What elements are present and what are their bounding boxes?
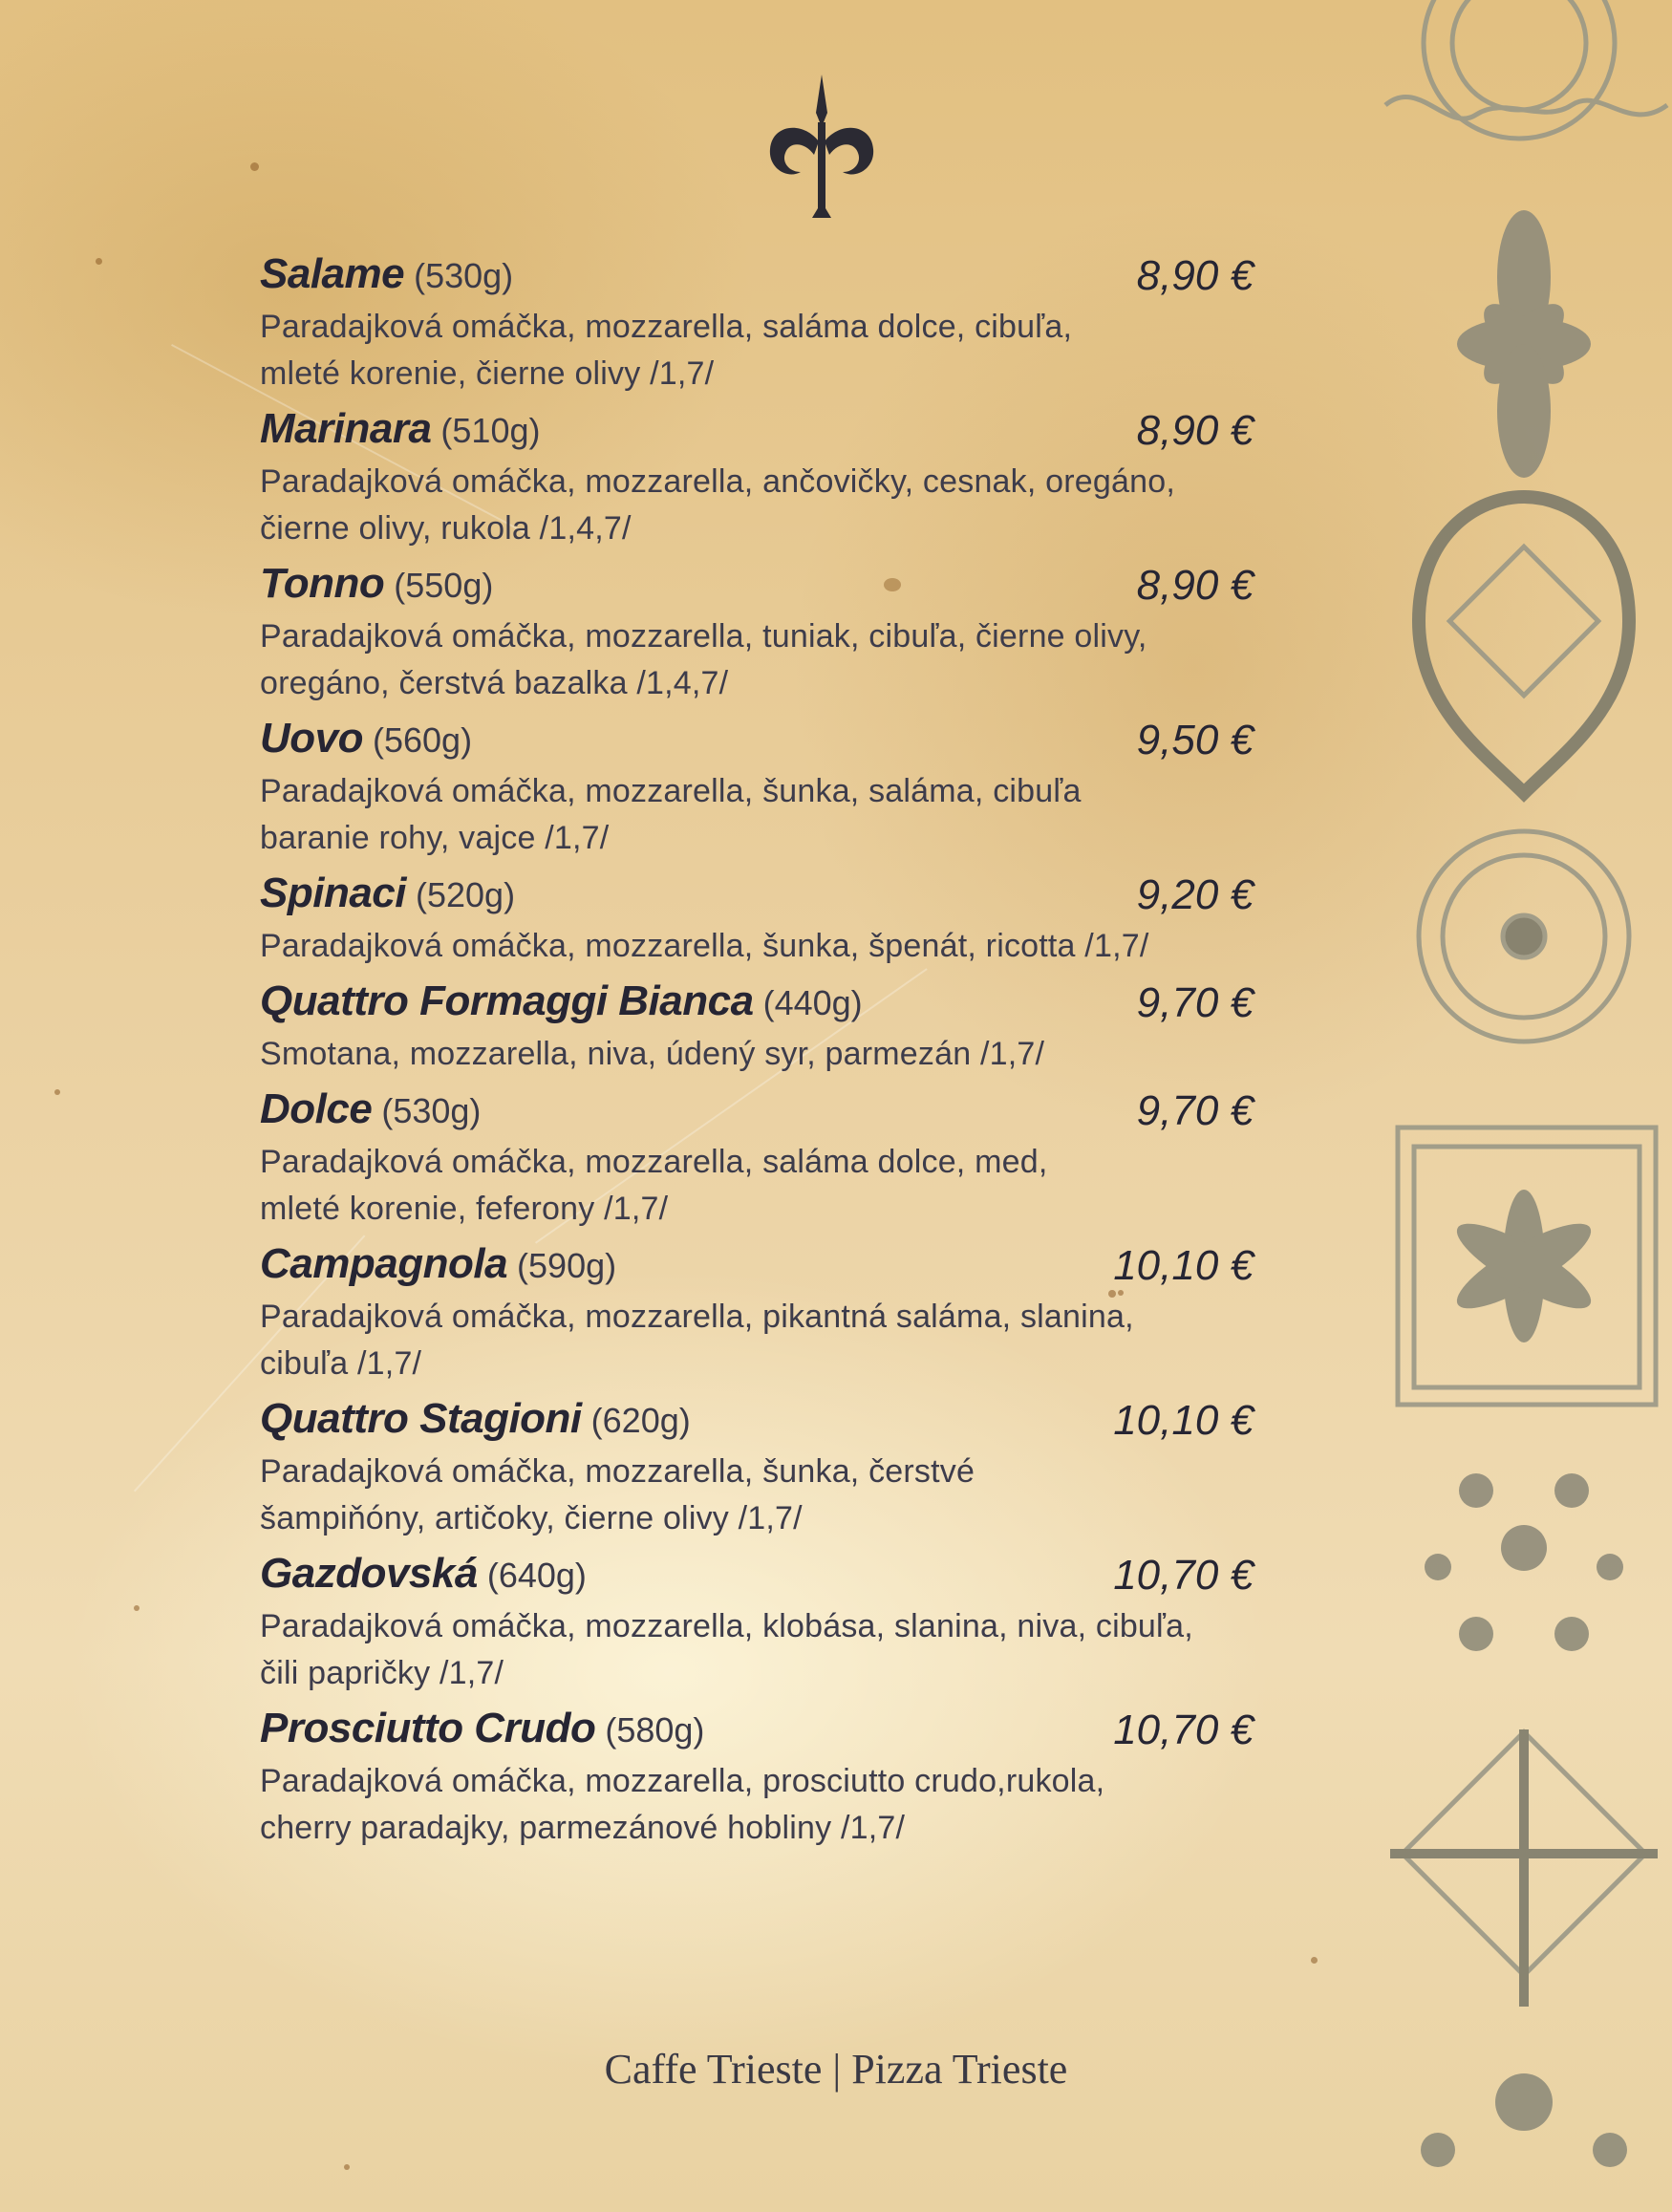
pizza-ingredients: Paradajková omáčka, mozzarella, saláma dolce, med, <box>260 1144 1048 1180</box>
pizza-weight: (530g) <box>414 256 514 295</box>
menu-item-title-row <box>260 1395 1254 1449</box>
pizza-price: 9,70 € <box>1136 1087 1254 1134</box>
paper-speck <box>344 2164 350 2170</box>
pizza-ingredients: Paradajková omáčka, mozzarella, pikantná saláma, slanina, <box>260 1299 1134 1335</box>
menu-item-title-row <box>260 977 1254 1031</box>
menu-item-title-row <box>260 560 1254 613</box>
footer-restaurant-name: Caffe Trieste | Pizza Trieste <box>604 2046 1068 2093</box>
pizza-weight: (560g) <box>373 720 473 760</box>
pizza-price: 8,90 € <box>1136 562 1254 609</box>
pizza-name: Tonno <box>260 560 385 607</box>
pizza-ingredients: cherry paradajky, parmezánové hobliny /1,7/ <box>260 1810 906 1846</box>
menu-item-title-row <box>260 1550 1254 1603</box>
pizza-name: Quattro Stagioni <box>260 1395 582 1442</box>
pizza-weight: (520g) <box>416 875 516 914</box>
pizza-ingredients: Paradajková omáčka, mozzarella, ančovičky, cesnak, oregáno, <box>260 463 1175 500</box>
menu-item <box>260 1395 1254 1542</box>
pizza-name: Quattro Formaggi Bianca <box>260 977 754 1024</box>
menu-item-title-row <box>260 715 1254 768</box>
paper-speck <box>134 1605 139 1611</box>
menu-item-title-row <box>260 405 1254 459</box>
pizza-menu <box>260 250 1254 1852</box>
pizza-ingredients: Paradajková omáčka, mozzarella, prosciutto crudo,rukola, <box>260 1763 1105 1799</box>
pizza-price: 9,50 € <box>1136 717 1254 763</box>
pizza-name: Dolce <box>260 1085 373 1132</box>
pizza-name: Marinara <box>260 405 432 452</box>
pizza-ingredients: čili papričky /1,7/ <box>260 1655 504 1691</box>
menu-item <box>260 560 1254 707</box>
menu-item <box>260 715 1254 862</box>
pizza-weight: (620g) <box>590 1401 691 1440</box>
paper-speck <box>96 258 102 265</box>
menu-item <box>260 977 1254 1078</box>
pizza-ingredients: mleté korenie, čierne olivy /1,7/ <box>260 355 715 392</box>
pizza-ingredients: Paradajková omáčka, mozzarella, tuniak, cibuľa, čierne olivy, <box>260 618 1147 655</box>
pizza-name: Uovo <box>260 715 363 762</box>
menu-item <box>260 1550 1254 1697</box>
pizza-weight: (640g) <box>486 1556 587 1595</box>
pizza-ingredients: Paradajková omáčka, mozzarella, šunka, čerstvé <box>260 1453 975 1490</box>
pizza-price: 8,90 € <box>1136 252 1254 299</box>
pizza-weight: (590g) <box>517 1246 617 1285</box>
pizza-ingredients: šampiňóny, artičoky, čierne olivy /1,7/ <box>260 1500 803 1536</box>
menu-item-title-row <box>260 1085 1254 1139</box>
pizza-ingredients: baranie rohy, vajce /1,7/ <box>260 820 610 856</box>
menu-item-title-row <box>260 870 1254 923</box>
menu-item-title-row <box>260 1240 1254 1294</box>
pizza-ingredients: Smotana, mozzarella, niva, údený syr, parmezán /1,7/ <box>260 1036 1045 1072</box>
pizza-ingredients: Paradajková omáčka, mozzarella, šunka, špenát, ricotta /1,7/ <box>260 928 1149 964</box>
pizza-price: 8,90 € <box>1136 407 1254 454</box>
pizza-weight: (440g) <box>762 983 863 1022</box>
pizza-name: Prosciutto Crudo <box>260 1705 596 1751</box>
pizza-ingredients: cibuľa /1,7/ <box>260 1345 422 1382</box>
menu-item <box>260 1240 1254 1387</box>
pizza-ingredients: čierne olivy, rukola /1,4,7/ <box>260 510 632 547</box>
pizza-price: 10,10 € <box>1113 1242 1254 1289</box>
tile-pattern-decoration <box>1381 0 1672 2212</box>
pizza-weight: (510g) <box>440 411 541 450</box>
pizza-price: 9,70 € <box>1136 979 1254 1026</box>
pizza-name: Salame <box>260 250 405 297</box>
pizza-name: Gazdovská <box>260 1550 478 1597</box>
pizza-price: 10,10 € <box>1113 1397 1254 1444</box>
menu-item <box>260 250 1254 397</box>
menu-item <box>260 1705 1254 1852</box>
pizza-price: 9,20 € <box>1136 871 1254 918</box>
paper-speck <box>250 162 259 171</box>
pizza-weight: (580g) <box>605 1710 705 1750</box>
menu-item <box>260 405 1254 552</box>
pizza-name: Spinaci <box>260 870 406 916</box>
menu-item-title-row <box>260 250 1254 304</box>
pizza-ingredients: mleté korenie, feferony /1,7/ <box>260 1191 669 1227</box>
pizza-name: Campagnola <box>260 1240 508 1287</box>
paper-speck <box>54 1089 60 1095</box>
menu-item <box>260 1085 1254 1233</box>
pizza-price: 10,70 € <box>1113 1707 1254 1753</box>
pizza-weight: (530g) <box>381 1091 482 1130</box>
pizza-ingredients: Paradajková omáčka, mozzarella, klobása, slanina, niva, cibuľa, <box>260 1608 1193 1644</box>
pizza-ingredients: Paradajková omáčka, mozzarella, šunka, saláma, cibuľa <box>260 773 1082 809</box>
pizza-price: 10,70 € <box>1113 1552 1254 1599</box>
menu-item-title-row <box>260 1705 1254 1758</box>
menu-item <box>260 870 1254 970</box>
pizza-ingredients: oregáno, čerstvá bazalka /1,4,7/ <box>260 665 729 701</box>
pizza-weight: (550g) <box>394 566 494 605</box>
fleur-de-lis-icon <box>764 75 879 223</box>
pizza-ingredients: Paradajková omáčka, mozzarella, saláma dolce, cibuľa, <box>260 309 1073 345</box>
paper-speck <box>1311 1957 1318 1964</box>
